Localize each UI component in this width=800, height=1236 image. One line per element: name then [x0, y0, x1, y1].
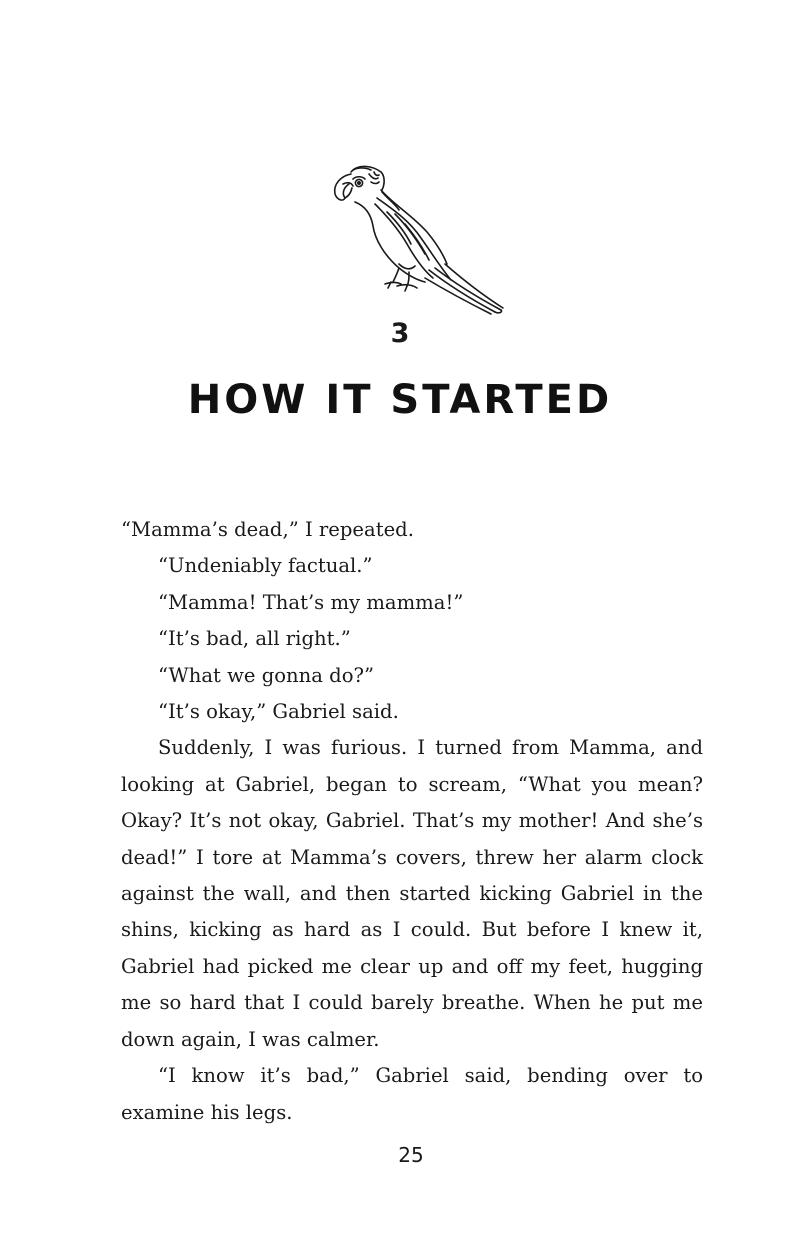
- paragraph: “What we gonna do?”: [158, 663, 375, 687]
- paragraph: “It’s bad, all right.”: [158, 627, 351, 651]
- paragraph: “I know it’s bad,” Gabriel said, bending over to examine his legs.: [121, 1064, 703, 1124]
- paragraph: “Mamma’s dead,” I repeated.: [121, 518, 414, 541]
- parrot-illustration: [325, 160, 510, 318]
- chapter-title: HOW IT STARTED: [187, 377, 613, 423]
- chapter-number: 3: [390, 318, 410, 349]
- paragraph: “Mamma! That’s my mamma!”: [158, 590, 464, 614]
- page-number: 25: [398, 1143, 424, 1167]
- paragraph: “Undeniably factual.”: [158, 554, 373, 578]
- paragraph: Suddenly, I was furious. I turned from Mamma, and looking at Gabriel, began to scream, “What you mean? Okay? It’s not okay, Gabriel. That’s my mother! And she’s dead!” I tore at Mamma’s covers, threw her alarm clock against the wall, and then started kicking Gabriel in the shins, kicking as hard as I could. But before I knew it, Gabriel had picked me clear up and off my feet, hugging me so hard that I could barely breathe. When he put me down again, I was calmer.: [121, 736, 703, 1051]
- chapter-body: [121, 512, 703, 1131]
- paragraph: “It’s okay,” Gabriel said.: [158, 700, 399, 724]
